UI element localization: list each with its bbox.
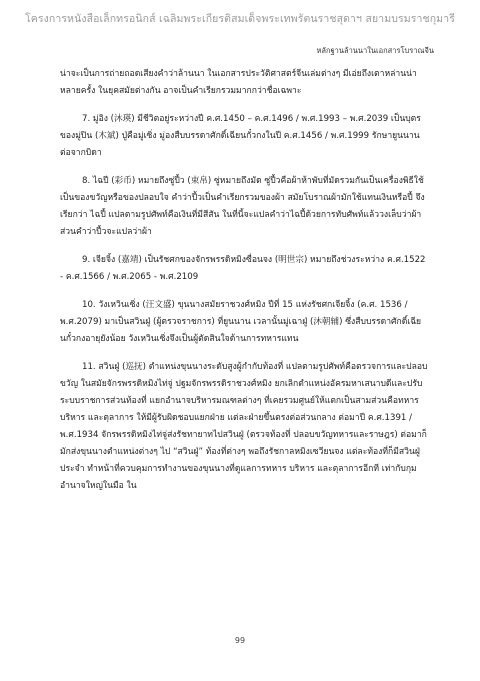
footnote-10: 10. วังเหวินเซิ่ง (汪文盛) ขุนนางสมัยราชวงศ์หมิง ปีที่ 15 แห่งรัชศกเจียจิ้ง (ค.ศ. 1536 / พ.ศ.2079) มาเป็นสวินฝู่ (ผู้ตรวจราชการ) ที่ยูนนาน เวลานั้นมู่เฉาฝู่ (沐朝辅) ซึ่งสืบบรรดาศักดิ์เฉียนกั๋วกงอายุยังน้อย วังเหวินเซิ่งจึงเป็นผู้ตัดสินใจด้านการทหารแทน xyxy=(60,300,422,344)
paragraph-continuation: น่าจะเป็นการถ่ายถอดเสียงคำว่าล้านนา ในเอกสารประวัติศาสตร์จีนเล่มต่างๆ มีเอ่ยถึงเตาหล่านน่าหลายครั้ง ในยุคสมัยต่างกัน อาจเป็นคำเรียกรวมมากกว่าชื่อเฉพาะ xyxy=(60,69,417,96)
footnote-8: 8. ไฉปี (彩币) หมายถึงซู่ปี้ว (束帛) ซู่หมายถึงมัด ซู่ปี้วคือผ้าห้าพับที่มัดรวมกันเป็นเครื่องพิธีใช้เป็นของขวัญหรือของปลอบใจ คำว่าปี้วเป็นคำเรียกรวมของผ้า สมัยโบราณผ้ามักใช้แทนเงินหรือปี้ จึงเรียกว่า ไฉปี้ แปลตามรูปศัพท์คือเงินที่มีสีสัน ในที่นี้จะแปลคำว่าไฉปี้ด้วยการทับศัพท์แล้ววงเล็บว่าผ้า ส่วนคำว่าปี้วจะแปลว่าผ้า xyxy=(60,176,425,237)
page-watermark: โครงการหนังสือเล็กทรอนิกส์ เฉลิมพระเกียรติสมเด็จพระเทพรัตนราชสุดาฯ สยามบรมราชกุมารี xyxy=(25,13,455,25)
running-header: หลักฐานล้านนาในเอกสารโบราณจีน xyxy=(316,46,434,55)
footnote-7: 7. มู่อิง (沐瑛) มีชีวิตอยู่ระหว่างปี ค.ศ.1450 – ค.ศ.1496 / พ.ศ.1993 – พ.ศ.2039 เป็นบุตรของมู่ปิน (木斌) ปู่คือมู่เซิ่ง มู่องสืบบรรดาศักดิ์เฉียนกั๋วกงในปี ค.ศ.1456 / พ.ศ.1999 รักษายูนนานต่อจากบิดา xyxy=(60,114,421,158)
page-number: 99 xyxy=(234,636,246,645)
body-text xyxy=(60,66,428,495)
footnote-11: 11. สวินฝู่ (巡抚) ตำแหน่งขุนนางระดับสูงผู้กำกับท้องที่ แปลตามรูปศัพท์คือตรวจการและปลอบขวัญ ในสมัยจักรพรรดิหมิงไท่จู่ ปฐมจักรพรรดิราชวงศ์หมิง ยกเลิกตำแหน่งอัครมหาเสนาบดีและปรับระบบราชการส่วนท้องที่ แยกอำนาจบริหารมณฑลต่างๆ ที่เคยรวมศูนย์ให้แตกเป็นสามส่วนคือทหาร บริหาร และตุลาการ ให้มีผู้รับผิดชอบแยกฝ่าย แต่ละฝ่ายขึ้นตรงต่อส่วนกลาง ต่อมาปี ค.ศ.1391 / พ.ศ.1934 จักรพรรดิหมิงไท่จู่ส่งรัชทายาทไปสวินฝู่ (ตรวจท้องที่ ปลอบขวัญทหารและราษฎร) ต่อมาก็มักส่งขุนนางตำแหน่งต่างๆ ไป “สวินฝู่” ท้องที่ต่างๆ พอถึงรัชกาลหมิงเซวียนจง แต่ละท้องที่ก็มีสวินฝู่ประจำ ทำหน้าที่ควบคุมการทำงานของขุนนางที่ดูแลการทหาร บริหาร และตุลาการอีกที เท่ากับกุมอำนาจใหญ่ในมือ ใน xyxy=(60,362,428,491)
footnote-9: 9. เจียจิ้ง (嘉靖) เป็นรัชศกของจักรพรรดิหมิงซื่อนจง (明世宗) หมายถึงช่วงระหว่าง ค.ศ.1522 - ค.ศ.1566 / พ.ศ.2065 - พ.ศ.2109 xyxy=(60,255,426,282)
